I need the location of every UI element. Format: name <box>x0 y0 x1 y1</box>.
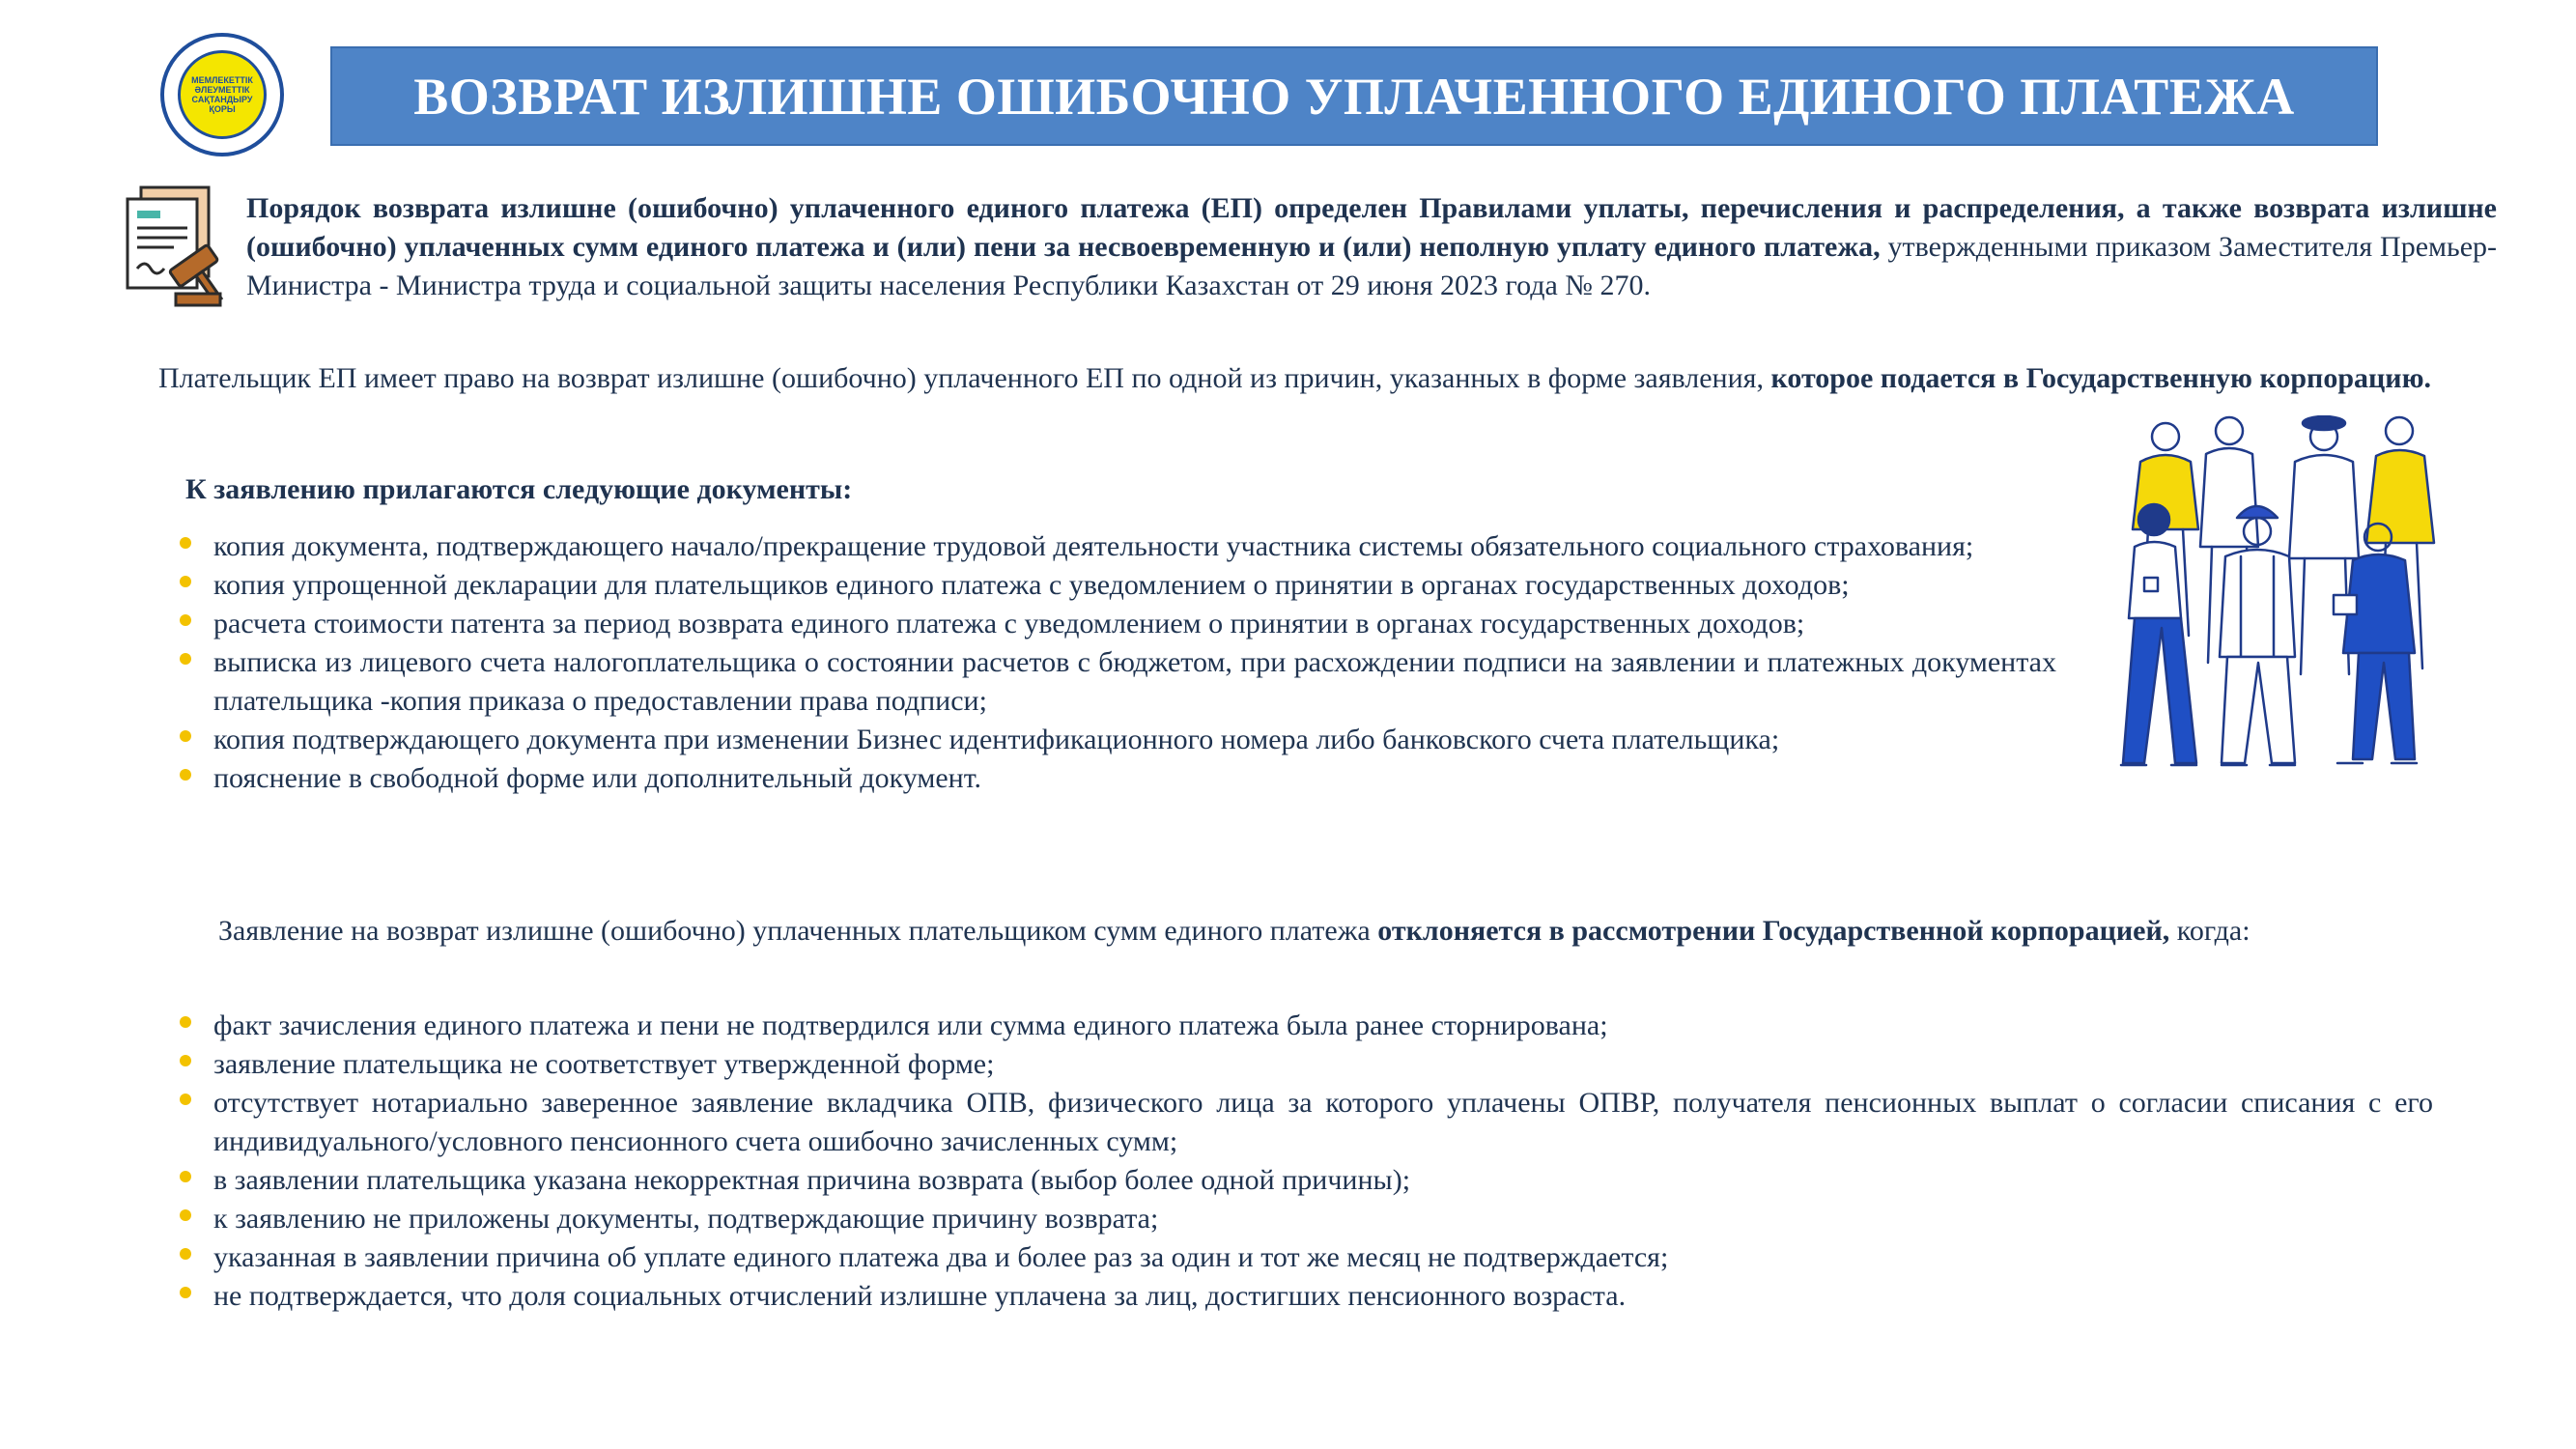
list-item-text: не подтверждается, что доля социальных отчислений излишне уплачена за лиц, достигших пенсионного возраста. <box>213 1280 1627 1312</box>
title-banner <box>330 46 2378 146</box>
documents-list <box>158 527 2056 798</box>
rejection-tail-text: когда: <box>2169 915 2250 947</box>
bullet-icon <box>180 1171 191 1182</box>
list-item-text: копия документа, подтверждающего начало/прекращение трудовой деятельности участника системы обязательного социального страхования; <box>213 530 1974 562</box>
rejection-list <box>158 1007 2433 1316</box>
bullet-icon <box>180 1094 191 1105</box>
rejection-regular-text: Заявление на возврат излишне (ошибочно) уплаченных плательщиком сумм единого платежа <box>218 915 1378 947</box>
logo-line: ҚОРЫ <box>209 104 236 114</box>
bullet-icon <box>180 1055 191 1066</box>
list-item <box>158 566 2056 605</box>
rights-regular-text: Плательщик ЕП имеет право на возврат излишне (ошибочно) уплаченного ЕП по одной из причин, указанных в форме заявления, <box>158 362 1771 394</box>
rejection-paragraph <box>178 912 2433 951</box>
logo-line: МЕМЛЕКЕТТІК <box>191 75 253 85</box>
bullet-icon <box>180 576 191 587</box>
documents-heading: К заявлению прилагаются следующие документы: <box>185 473 853 505</box>
list-item-text: копия упрощенной декларации для плательщиков единого платежа с уведомлением о принятии в органах государственных доходов; <box>213 569 1850 601</box>
list-item <box>158 759 2056 798</box>
bullet-icon <box>180 730 191 742</box>
bullet-icon <box>180 769 191 781</box>
bullet-icon <box>180 1016 191 1028</box>
logo <box>160 33 284 156</box>
list-item <box>158 1045 2433 1084</box>
list-item-text: к заявлению не приложены документы, подтверждающие причину возврата; <box>213 1203 1159 1235</box>
document-gavel-icon <box>120 185 226 311</box>
list-item-text: заявление плательщика не соответствует утвержденной форме; <box>213 1048 995 1080</box>
list-item-text: указанная в заявлении причина об уплате единого платежа два и более раз за один и тот же месяц не подтверждается; <box>213 1241 1669 1273</box>
intro-regular-text: утвержденными приказом Заместителя Премьер-Министра - Министра труда и социальной защиты населения Республики Казахстан от 29 июня 2023 года № 270. <box>246 231 2497 301</box>
list-item-text: расчета стоимости патента за период возврата единого платежа с уведомлением о принятии в органах государственных доходов; <box>213 608 1805 639</box>
rights-paragraph <box>158 359 2443 398</box>
list-item-text: факт зачисления единого платежа и пени не подтвердился или сумма единого платежа была ранее сторнирована; <box>213 1009 1608 1041</box>
list-item-text: отсутствует нотариально заверенное заявление вкладчика ОПВ, физического лица за которого уплачены ОПВР, получателя пенсионных выплат о согласии списания с его индивидуального/условного пенсионного счета ошибочно зачисленных сумм; <box>213 1087 2433 1157</box>
list-item <box>158 1084 2433 1161</box>
list-item-text: пояснение в свободной форме или дополнительный документ. <box>213 762 982 794</box>
list-item <box>158 1007 2433 1045</box>
bullet-icon <box>180 1287 191 1298</box>
bullet-icon <box>180 1248 191 1260</box>
list-item <box>158 1161 2433 1200</box>
page-title: ВОЗВРАТ ИЗЛИШНЕ ОШИБОЧНО УПЛАЧЕННОГО ЕДИНОГО ПЛАТЕЖА <box>413 67 2295 126</box>
list-item <box>158 527 2056 566</box>
rejection-bold-text: отклоняется в рассмотрении Государственной корпорацией, <box>1377 915 2170 947</box>
list-item <box>158 1277 2433 1316</box>
logo-emblem <box>178 50 267 139</box>
rights-bold-text: которое подается в Государственную корпорацию. <box>1770 362 2432 394</box>
workers-group-illustration <box>2106 415 2473 792</box>
list-item-text: выписка из лицевого счета налогоплательщика о состоянии расчетов с бюджетом, при расхождении подписи на заявлении и платежных документах плательщика -копия приказа о предоставлении права подписи; <box>213 646 2056 717</box>
logo-line: ӘЛЕУМЕТТІК <box>194 85 250 95</box>
bullet-icon <box>180 653 191 665</box>
bullet-icon <box>180 537 191 549</box>
bullet-icon <box>180 614 191 626</box>
logo-line: САҚТАНДЫРУ <box>191 95 253 104</box>
list-item-text: копия подтверждающего документа при изменении Бизнес идентификационного номера либо банковского счета плательщика; <box>213 724 1780 755</box>
list-item <box>158 643 2056 721</box>
intro-paragraph <box>246 189 2497 305</box>
list-item <box>158 1200 2433 1238</box>
intro-bold-text: Порядок возврата излишне (ошибочно) уплаченного единого платежа (ЕП) определен Правилами уплаты, перечисления и распределения, а также возврата излишне (ошибочно) уплаченных сумм единого платежа и (или) пени за несвоевременную и (или) неполную уплату единого платежа, <box>246 192 2497 263</box>
bullet-icon <box>180 1209 191 1221</box>
list-item <box>158 605 2056 643</box>
list-item <box>158 1238 2433 1277</box>
list-item <box>158 721 2056 759</box>
list-item-text: в заявлении плательщика указана некорректная причина возврата (выбор более одной причины); <box>213 1164 1411 1196</box>
